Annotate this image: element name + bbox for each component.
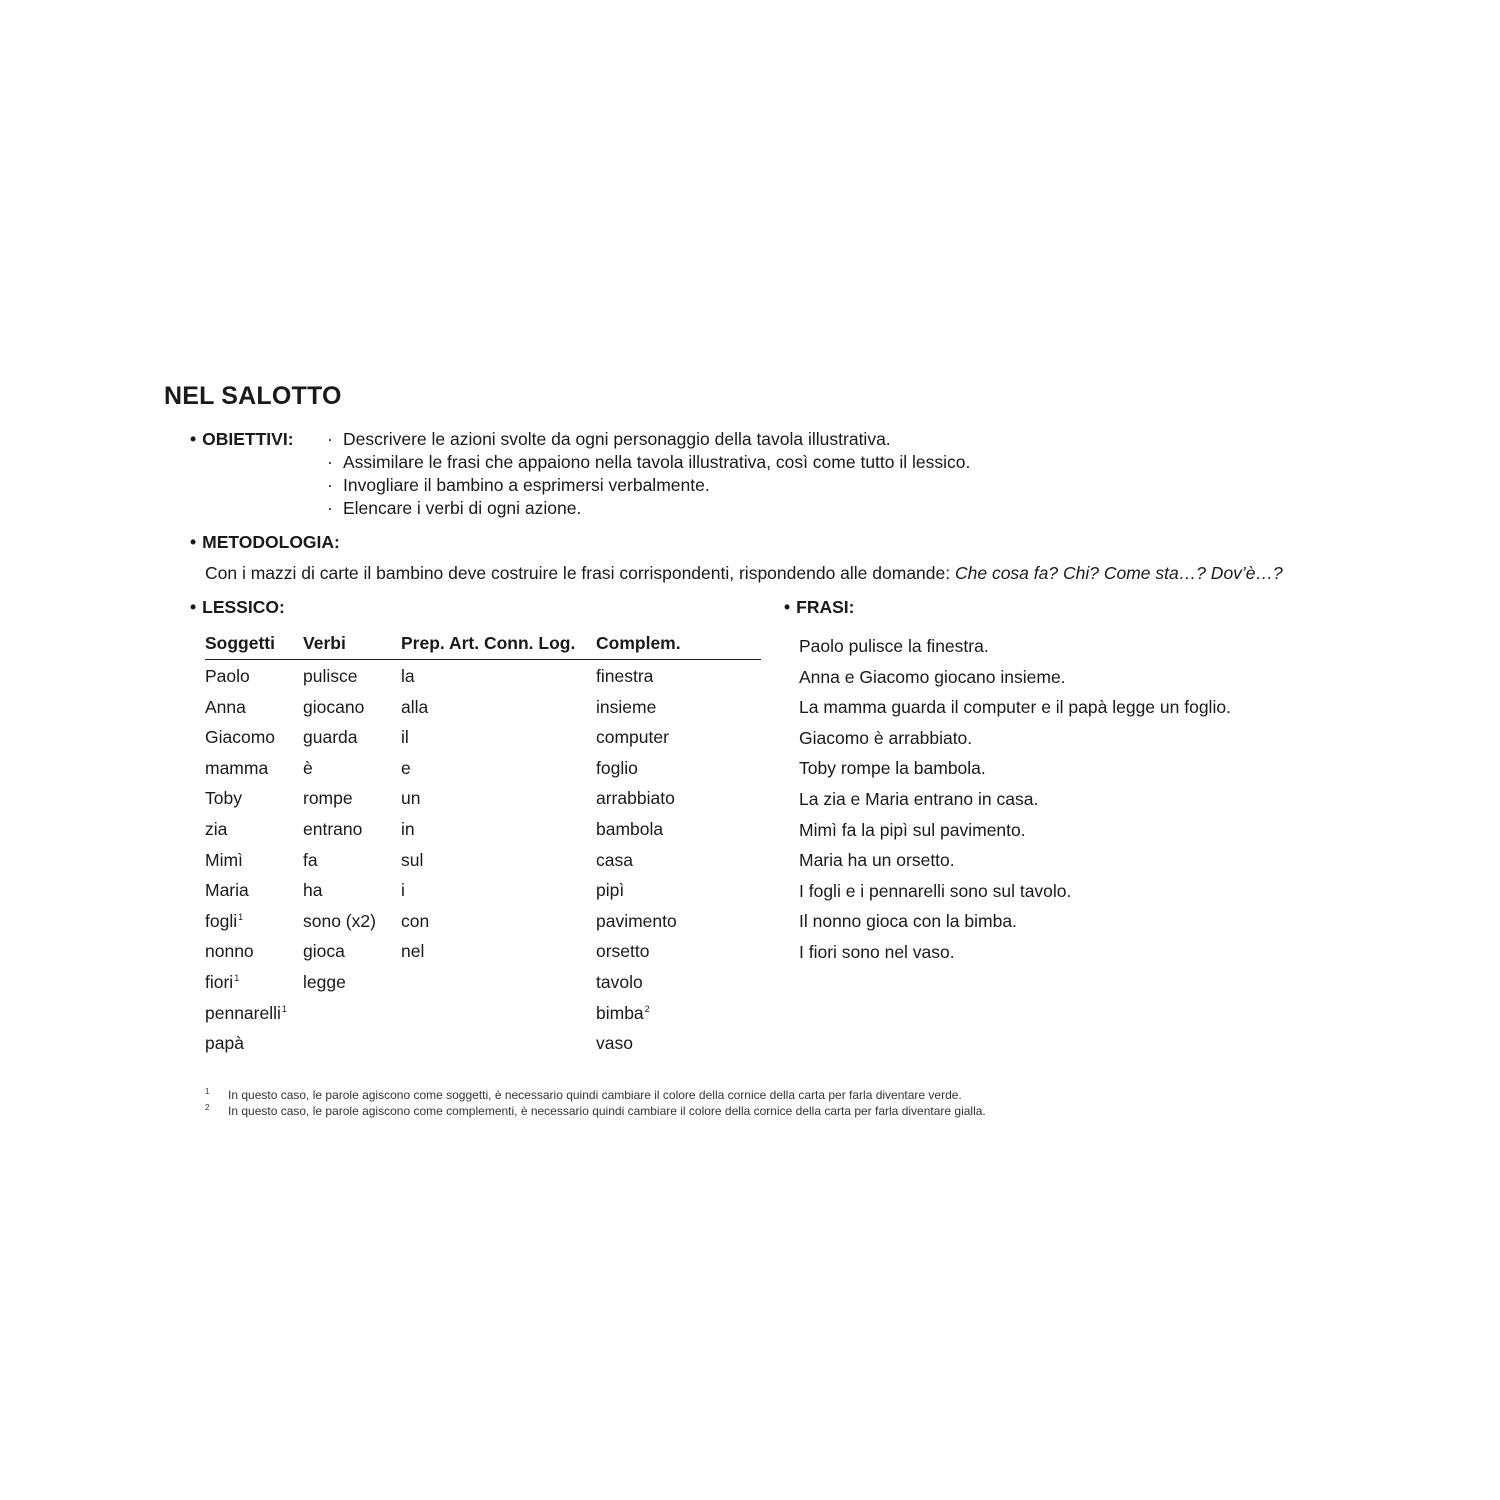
table-cell: e (401, 757, 411, 778)
table-cell: zia (205, 818, 228, 839)
column-header: Complem. (596, 633, 681, 653)
table-cell: un (401, 788, 421, 809)
footnote-ref: 1 (238, 911, 244, 922)
table-row (205, 905, 761, 936)
obiettivi-heading (190, 429, 294, 450)
table-cell: Maria (205, 880, 249, 901)
list-item (327, 451, 970, 474)
table-cell: pavimento (596, 910, 677, 931)
list-item-text: Invogliare il bambino a esprimersi verbalmente. (343, 475, 710, 495)
list-marker-icon: · (327, 429, 333, 449)
list-item: I fiori sono nel vaso. (799, 941, 955, 962)
list-item: Paolo pulisce la finestra. (799, 636, 989, 656)
frasi-label: FRASI: (796, 597, 855, 617)
table-row (205, 782, 761, 813)
table-row (205, 844, 761, 875)
table-row (205, 752, 761, 783)
bullet-icon: • (190, 429, 197, 449)
lessico-heading (190, 597, 285, 618)
metodologia-text (205, 563, 1283, 584)
footnote (205, 1087, 986, 1103)
table-cell: nonno (205, 941, 254, 962)
column-header: Soggetti (205, 633, 275, 653)
list-marker-icon: · (327, 475, 333, 495)
list-item: Anna e Giacomo giocano insieme. (799, 666, 1066, 687)
table-cell: il (401, 727, 409, 748)
footnote-text: In questo caso, le parole agiscono come soggetti, è necessario quindi cambiare il colore della cornice della carta per farla diventare verde. (228, 1088, 962, 1102)
table-row (205, 874, 761, 905)
table-cell: vaso (596, 1033, 633, 1054)
table-cell: i (401, 880, 405, 901)
table-header (205, 633, 761, 660)
cell-text: fiori (205, 971, 234, 992)
table-cell: foglio (596, 757, 638, 778)
table-row (205, 966, 761, 997)
column-header: Verbi (303, 633, 346, 653)
table-cell: Anna (205, 696, 246, 717)
table-cell: in (401, 818, 415, 839)
table-cell: papà (205, 1033, 244, 1054)
obiettivi-list (327, 428, 970, 520)
list-item: La zia e Maria entrano in casa. (799, 788, 1039, 809)
list-item: Giacomo è arrabbiato. (799, 727, 973, 748)
table-row (205, 997, 761, 1028)
bullet-icon: • (190, 597, 197, 617)
obiettivi-label: OBIETTIVI: (202, 429, 294, 449)
table-row (205, 813, 761, 844)
page-title: NEL SALOTTO (164, 382, 342, 410)
table-cell (205, 972, 239, 993)
table-cell: tavolo (596, 971, 643, 992)
list-item-text: Descrivere le azioni svolte da ogni personaggio della tavola illustrativa. (343, 429, 891, 449)
footnotes (205, 1087, 986, 1119)
table-cell: Toby (205, 788, 242, 809)
table-row (205, 721, 761, 752)
table-row (205, 1027, 761, 1058)
table-cell: con (401, 910, 430, 931)
table-row (205, 660, 761, 691)
list-item (327, 474, 970, 497)
list-item: Il nonno gioca con la bimba. (799, 911, 1017, 932)
table-cell: è (303, 757, 313, 778)
table-row (205, 691, 761, 722)
footnote-ref: 2 (644, 1003, 650, 1014)
table-cell: orsetto (596, 941, 650, 962)
list-item: Toby rompe la bambola. (799, 758, 986, 779)
lessico-label: LESSICO: (202, 597, 285, 617)
lessico-table (205, 633, 761, 1058)
list-item: Maria ha un orsetto. (799, 850, 955, 871)
table-cell (205, 911, 243, 932)
table-cell: pipì (596, 880, 625, 901)
list-item-text: Assimilare le frasi che appaiono nella tavola illustrativa, così come tutto il lessico. (343, 452, 971, 472)
table-row (205, 935, 761, 966)
list-marker-icon: · (327, 452, 333, 472)
cell-text: pennarelli (205, 1002, 281, 1023)
table-cell: la (401, 666, 415, 686)
list-item-text: Elencare i verbi di ogni azione. (343, 498, 582, 518)
frasi-heading (784, 597, 854, 618)
table-cell (596, 1003, 650, 1024)
footnote (205, 1103, 986, 1119)
table-cell: Giacomo (205, 727, 276, 748)
table-cell: casa (596, 849, 633, 870)
footnote-ref: 1 (281, 1003, 287, 1014)
table-cell: legge (303, 971, 346, 992)
column-header: Prep. Art. Conn. Log. (401, 633, 576, 653)
table-cell: sono (x2) (303, 910, 376, 931)
metodologia-label: METODOLOGIA: (202, 532, 340, 552)
frasi-list (799, 633, 1231, 970)
table-cell: entrano (303, 818, 363, 839)
table-cell: computer (596, 727, 669, 748)
table-cell: Mimì (205, 849, 243, 870)
table-cell: fa (303, 849, 318, 870)
table-cell: alla (401, 696, 429, 717)
table-cell: gioca (303, 941, 345, 962)
footnote-text: In questo caso, le parole agiscono come complementi, è necessario quindi cambiare il colore della cornice della carta per farla diventare gialla. (228, 1104, 986, 1118)
table-cell: guarda (303, 727, 358, 748)
table-cell: bambola (596, 818, 664, 839)
table-cell (205, 1003, 287, 1024)
bullet-icon: • (784, 597, 791, 617)
list-item: I fogli e i pennarelli sono sul tavolo. (799, 880, 1072, 901)
table-cell: Paolo (205, 666, 250, 686)
metodologia-body: Con i mazzi di carte il bambino deve costruire le frasi corrispondenti, rispondendo alle domande: (205, 563, 955, 583)
list-item: La mamma guarda il computer e il papà legge un foglio. (799, 697, 1231, 718)
table-cell: nel (401, 941, 425, 962)
footnote-mark: 2 (205, 1103, 210, 1112)
metodologia-questions: Che cosa fa? Chi? Come sta…? Dov’è…? (954, 563, 1283, 583)
cell-text: bimba (596, 1002, 644, 1023)
bullet-icon: • (190, 532, 197, 552)
list-item: Mimì fa la pipì sul pavimento. (799, 819, 1026, 840)
list-marker-icon: · (327, 498, 333, 518)
list-item (327, 428, 970, 451)
table-cell: arrabbiato (596, 788, 675, 809)
table-cell: rompe (303, 788, 353, 809)
table-cell: finestra (596, 666, 654, 686)
table-cell: pulisce (303, 666, 358, 686)
table-cell: ha (303, 880, 323, 901)
table-cell: sul (401, 849, 424, 870)
footnote-ref: 1 (234, 973, 240, 984)
list-item (327, 497, 970, 520)
footnote-mark: 1 (205, 1087, 210, 1096)
table-cell: giocano (303, 696, 365, 717)
table-cell: mamma (205, 757, 269, 778)
table-cell: insieme (596, 696, 657, 717)
cell-text: fogli (205, 910, 238, 931)
metodologia-heading (190, 532, 340, 553)
